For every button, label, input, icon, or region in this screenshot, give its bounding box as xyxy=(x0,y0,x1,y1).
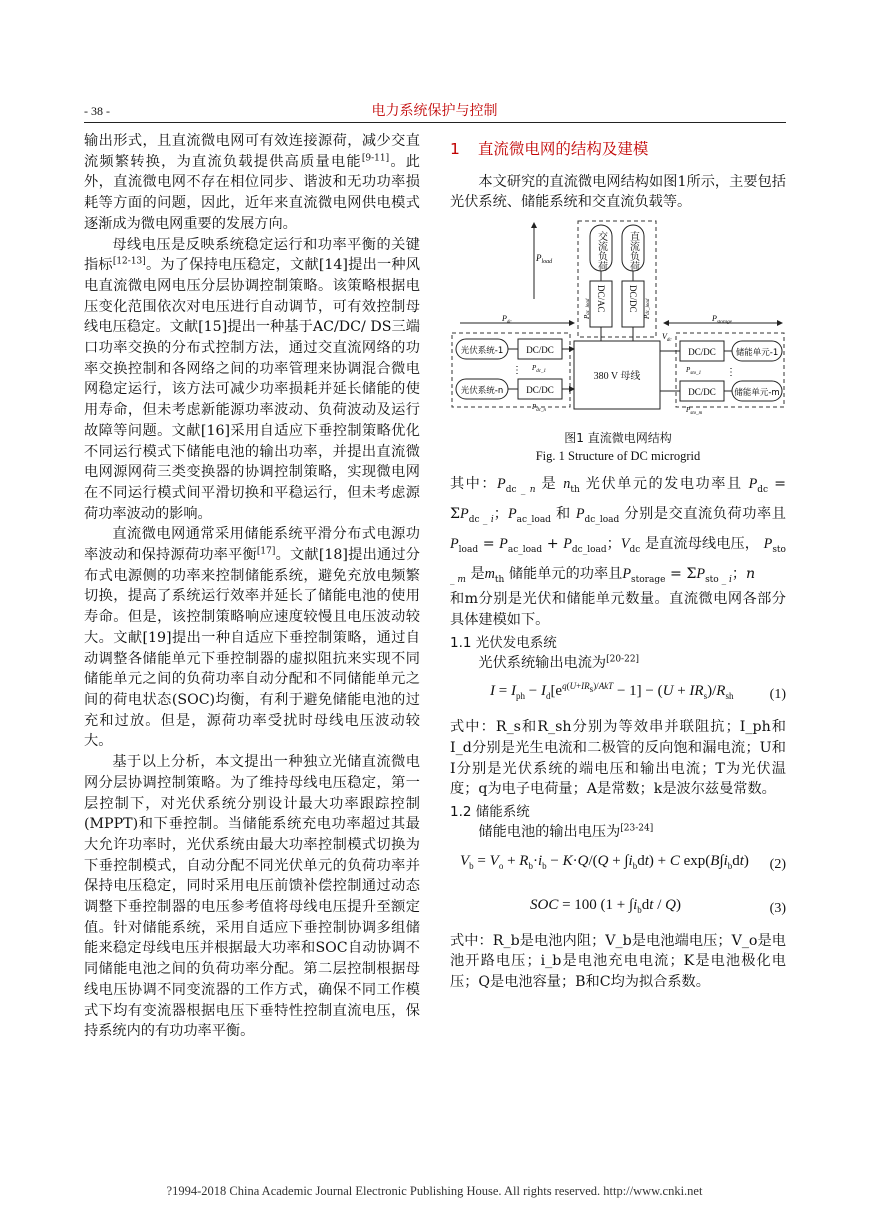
figure-caption-cn: 图1 直流微电网结构 xyxy=(564,431,672,446)
equation-2: $V_b = V_o + R_b\cdot i_b - K\cdot Q/(Q + \int i_bdt) + C$ $\exp(B\int i_bdt)$ (2) xyxy=(460,852,786,872)
header-divider xyxy=(84,122,786,123)
subsection-storage: 1.2 储能系统 xyxy=(450,804,530,821)
svg-text:DC/DC: DC/DC xyxy=(526,345,554,356)
svg-text:Pac_load: Pac_load xyxy=(583,298,591,320)
ac-load-label: 交流负荷 xyxy=(595,231,607,272)
bus-label: 380 V 母线 xyxy=(593,371,641,383)
section-intro: 本文研究的直流微电网结构如图1所示，主要包括光伏系统、储能系统和交直流负载等。 xyxy=(450,173,786,211)
variable-definitions: 其中：$P_{dc \_ n}$ 是 $n_{th}$ 光伏单元的发电功率且 $P_{dc} = \Sigma P_{dc \_ i}$；$P_{ac\_load}$ 和 $P_{dc\_load}$ 分别是交直流负荷功率且 $P_{load} = P_{ac\_load} + P_{dc\_load}$；$V_{dc}$ 是直流母线电压， $P_{sto \_ m}$ 是$m_{th}$ 储能单元的功率且$P_{storage} = \Sigma P_{sto \_ i}$；n xyxy=(450,476,786,585)
svg-text:DC/DC: DC/DC xyxy=(688,347,716,358)
pv-intro: 光伏系统输出电流为[20-22] xyxy=(478,653,640,671)
svg-text:DC/DC: DC/DC xyxy=(526,385,554,396)
section-heading: 1 直流微电网的结构及建模 xyxy=(450,140,649,158)
svg-text:⋮: ⋮ xyxy=(726,367,736,379)
svg-text:光伏系统-1: 光伏系统-1 xyxy=(460,346,504,357)
eq1-explanation: 式中：R_s和R_sh分别为等效串并联阻抗；I_ph和I_d分别是光生电流和二极管的反向饱和漏电流；U和I分别是光伏系统的端电压和输出电流；T为光伏温度；q为电子电荷量；A是常数；k是波尔兹曼常数。 xyxy=(450,719,786,798)
paragraph-4: 基于以上分析，本文提出一种独立光储直流微电网分层协调控制策略。为了维持母线电压稳定，第一层控制下，对光伏系统分别设计最大功率跟踪控制(MPPT)和下垂控制。当储能系统充电功率超过其最大允许功率时，光伏系统由最大功率控制模式切换为下垂控制模式，自动分配不同光伏单元的负荷功率并保持电压稳定，同时采用电压前馈补偿控制通过动态调整下垂控制器的电压参考值将母线电压提升至额定值。针对储能系统，采用自适应下垂控制协调多组储能来稳定母线电压并根据最大功率和SOC自动协调不同储能电池之间的负荷功率分配。第二层控制根据母线电压协调不同变流器的工作方式，确保不同工作模式下均有变流器根据电压下垂特性控制直流电压，保持系统内的有功功率平衡。 xyxy=(84,754,420,1040)
svg-text:储能单元-1: 储能单元-1 xyxy=(735,348,779,359)
svg-text:光伏系统-n: 光伏系统-n xyxy=(460,386,504,397)
right-column xyxy=(450,131,786,993)
subsection-pv: 1.1 光伏发电系统 xyxy=(450,634,557,651)
svg-text:Pdc_1: $P_{dc\_1}$ xyxy=(532,364,547,375)
svg-text:Pload: $P_{load}$ xyxy=(536,253,553,266)
svg-text:Psto_1: $P_{sto\_1}$ xyxy=(686,366,702,377)
figure-caption-en: Fig. 1 Structure of DC microgrid xyxy=(535,449,701,464)
microgrid-diagram xyxy=(450,217,786,427)
dcac-label: DC/AC xyxy=(596,285,606,313)
journal-title: 电力系统保护与控制 xyxy=(371,103,498,119)
svg-text:Pdc_n: $P_{dc\_n}$ xyxy=(532,403,547,414)
dc-load-label: 直流负荷 xyxy=(627,231,639,272)
equation-1: $I = I_{ph} - I_d[e^{q(U+IR_s)/AkT} - 1] - (U + IR_s)/R_{sh}$ (1) xyxy=(490,681,786,703)
svg-text:Pdc_load: Pdc_load xyxy=(643,298,651,320)
definitions-tail: 和m分别是光伏和储能单元数量。直流微电网各部分具体建模如下。 xyxy=(450,591,786,628)
svg-text:Pstorage: $P_{storage}$ xyxy=(712,314,732,326)
left-column xyxy=(84,131,420,1042)
paragraph-3: 直流微电网通常采用储能系统平滑分布式电源功率波动和保持源荷功率平衡[17]。文献[18]提出通过分布式电源侧的功率来控制储能系统，避免充放电频繁切换，提高了系统运行效率并延长了储能电池的使用寿命。但是，该控制策略响应速度较慢且电压波动较大。文献[19]提出一种自适应下垂控制策略，通过自动调整各储能单元下垂控制器的虚拟阻抗来实现不同储能单元之间的负荷功率自动分配和不同储能单元之间的荷电状态(SOC)均衡，有利于避免储能电池的过充和过放。但是，源荷功率受扰时母线电压波动较大。 xyxy=(84,526,420,750)
paragraph-1: 输出形式，且直流微电网可有效连接源荷，减少交直流频繁转换，为直流负载提供高质量电能[9-11]。此外，直流微电网不存在相位同步、谐波和无功功率损耗等方面的问题，因此，近年来直流微电网供电模式逐渐成为微电网重要的发展方向。 xyxy=(84,133,420,232)
figure-1-diagram xyxy=(450,217,786,427)
svg-text:Pdc: $P_{dc}$ xyxy=(502,314,512,326)
svg-text:Vdc: $V_{dc}$ xyxy=(662,332,672,344)
svg-text:DC/DC: DC/DC xyxy=(688,387,716,398)
svg-text:⋮: ⋮ xyxy=(512,365,522,377)
storage-intro: 储能电池的输出电压为[23-24] xyxy=(478,823,654,841)
svg-text:Psto_m: $P_{sto\_m}$ xyxy=(686,406,703,417)
equation-3: SOC = 100 $(1 + \int i_bdt / Q)$ (3) xyxy=(530,896,786,916)
svg-text:储能单元-m: 储能单元-m xyxy=(734,388,780,399)
load-dcdc-label: DC/DC xyxy=(628,285,638,313)
eq2-explanation: 式中：R_b是电池内阻；V_b是电池端电压；V_o是电池开路电压；i_b是电池充电电流；K是电池极化电压；Q是电池容量；B和C均为拟合系数。 xyxy=(450,932,786,991)
page-number: - 38 - xyxy=(84,104,110,118)
footer-copyright: ?1994-2018 China Academic Journal Electronic Publishing House. All rights reserved. http://www.cnki.net xyxy=(166,1184,703,1198)
paragraph-2: 母线电压是反映系统稳定运行和功率平衡的关键指标[12-13]。为了保持电压稳定，文献[14]提出一种风电直流微电网电压分层协调控制策略。该策略根据电压变化范围依次对电压进行自动调节，可有效控制母线电压稳定。文献[15]提出一种基于AC/DC/ DS三端口功率交换的分布式控制方法，通过交直流网络的功率交换控制和各网络之间的功率管理来协调混合微电网稳定运行，该方法可减少功率损耗并延长储能的使用寿命，但未考虑新能源功率波动、负荷波动及运行故障等问题。文献[16]采用自适应下垂控制策略优化不同运行模式下储能电池的输出功率，并提出直流微电网源网荷三类变换器的协调控制策略，实现微电网在不同运行模式间平滑切换和平稳运行，但未考虑源荷功率波动的影响。 xyxy=(84,236,420,522)
